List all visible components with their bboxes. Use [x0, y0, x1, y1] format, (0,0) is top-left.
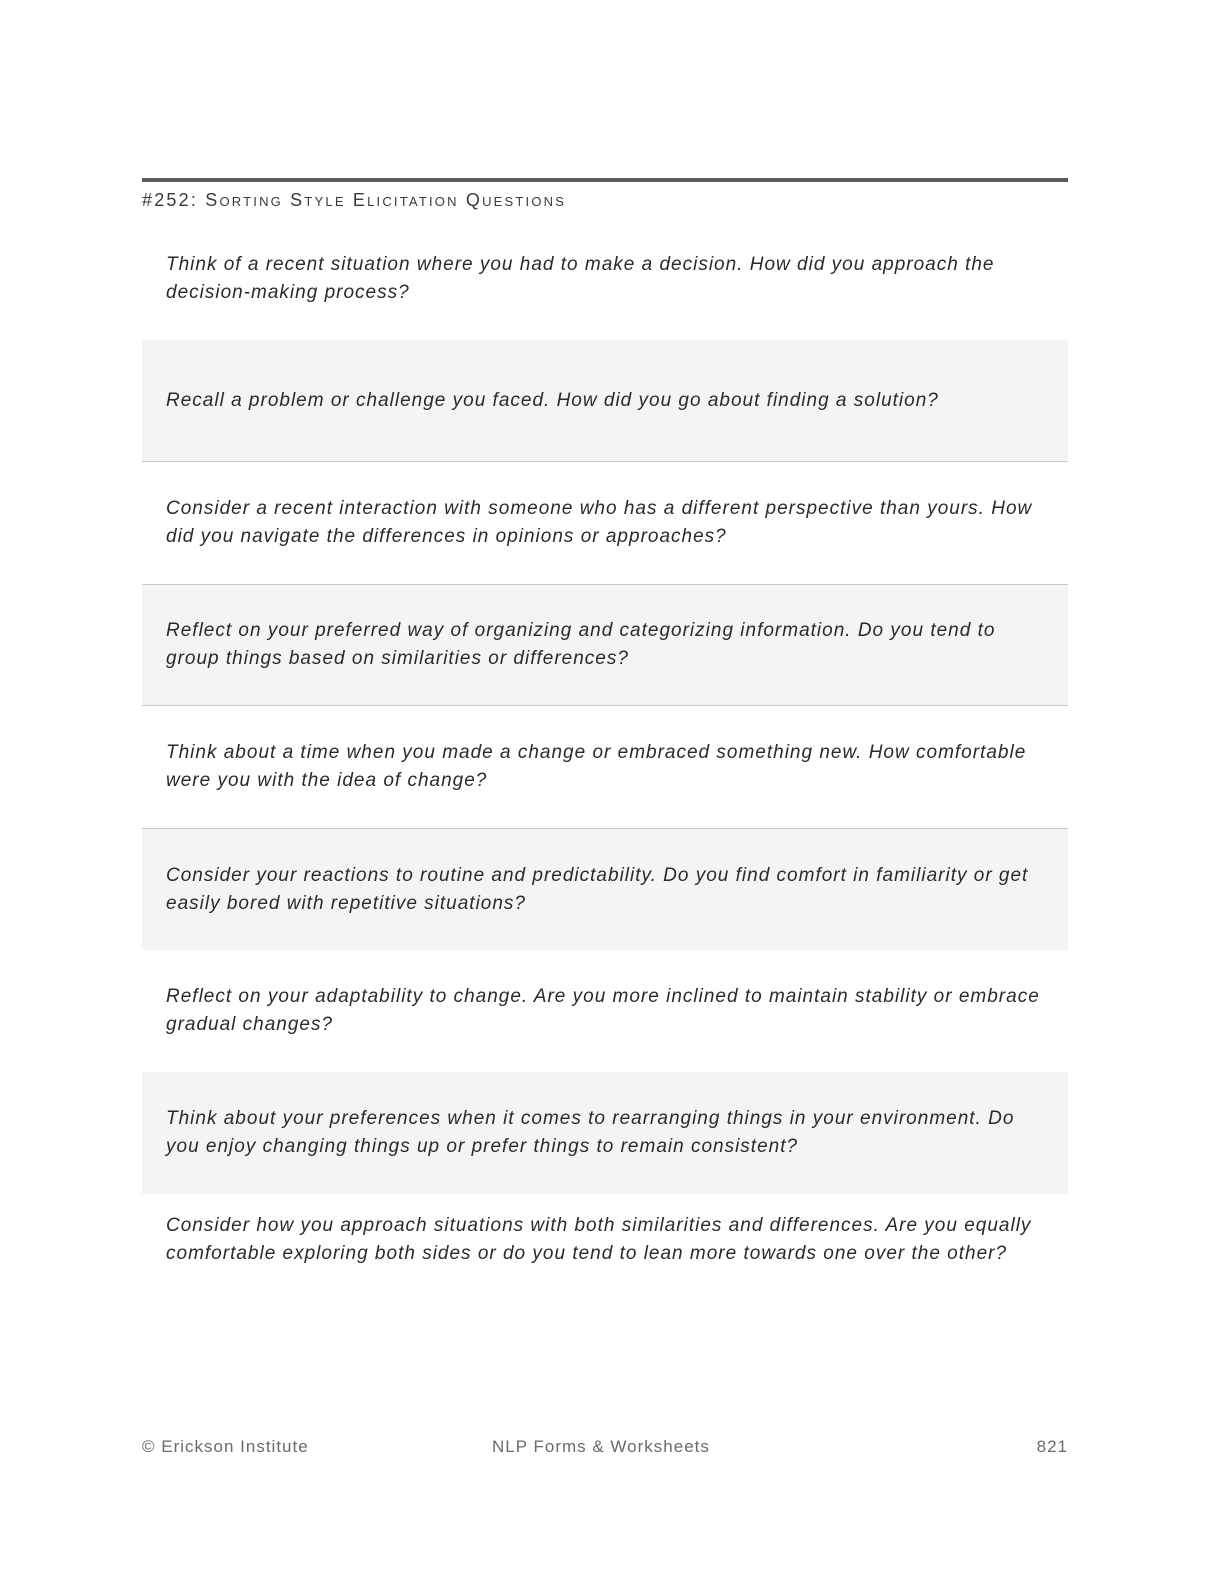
question-row: [142, 706, 1068, 828]
question-text: Think about a time when you made a change or embraced something new. How comfortable were you with the idea of change?: [166, 742, 1027, 791]
question-row: [142, 462, 1068, 584]
question-row: [142, 340, 1068, 462]
question-text: Recall a problem or challenge you faced. How did you go about finding a solution?: [166, 389, 939, 411]
question-row: [142, 1072, 1068, 1194]
questions-list: [142, 218, 1068, 1304]
footer-book-title: NLP Forms & Worksheets: [492, 1437, 710, 1456]
question-row: [142, 584, 1068, 706]
worksheet-title: #252: Sorting Style Elicitation Questions: [142, 190, 567, 210]
question-row: [142, 1194, 1068, 1304]
question-text: Consider a recent interaction with someone who has a different perspective than yours. How did you navigate the differences in opinions or approaches?: [166, 498, 1033, 547]
question-text: Consider your reactions to routine and predictability. Do you find comfort in familiarity or get easily bored with repetitive situations?: [166, 864, 1029, 914]
question-text: Reflect on your preferred way of organizing and categorizing information. Do you tend to group things based on similarities or differences?: [166, 620, 996, 669]
question-text: Think of a recent situation where you had to make a decision. How did you approach the decision-making process?: [166, 254, 995, 303]
footer-page-number: 821: [1036, 1437, 1068, 1456]
page-footer: [142, 1437, 1068, 1461]
question-row: [142, 218, 1068, 340]
question-text: Reflect on your adaptability to change. Are you more inclined to maintain stability or embrace gradual changes?: [166, 986, 1040, 1035]
worksheet-page: [142, 178, 1068, 1264]
question-row: [142, 828, 1068, 950]
footer-copyright: © Erickson Institute: [142, 1437, 309, 1456]
question-text: Consider how you approach situations with both similarities and differences. Are you equally comfortable exploring both sides or do you tend to lean more towards one over the other?: [166, 1215, 1032, 1264]
question-row: [142, 950, 1068, 1072]
top-rule-divider: [142, 178, 1068, 182]
question-text: Think about your preferences when it comes to rearranging things in your environment. Do you enjoy changing things up or prefer things to remain consistent?: [166, 1108, 1015, 1157]
